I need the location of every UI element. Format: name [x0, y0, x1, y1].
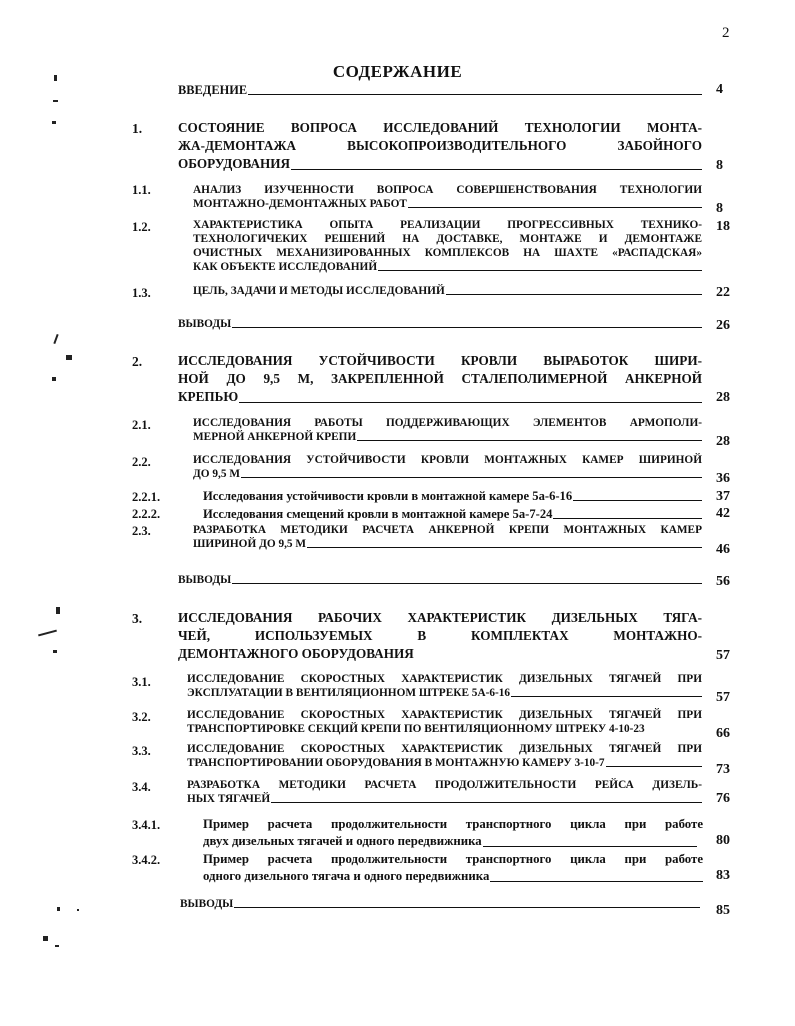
toc-page-3-3: 73: [716, 762, 730, 777]
toc-entry-label: Исследования устойчивости кровли в монтажной камере 5а-6-16: [203, 489, 573, 503]
toc-entry-last-line: [203, 833, 697, 850]
toc-entry-2-1[interactable]: [193, 416, 702, 444]
toc-entry-line: ЧЕЙ, ИСПОЛЬЗУЕМЫХ В КОМПЛЕКТАХ МОНТАЖНО-: [178, 628, 702, 643]
toc-entry-last-line: [187, 722, 702, 736]
toc-entry-line: ОБОРУДОВАНИЯ: [178, 156, 291, 171]
toc-entry-3-2[interactable]: [187, 708, 702, 736]
toc-entry-2-3[interactable]: [193, 523, 702, 551]
toc-number-3-4: 3.4.: [132, 780, 151, 794]
toc-entry-conclusions-1[interactable]: [178, 317, 702, 331]
toc-entry-2-2-2[interactable]: [203, 506, 702, 522]
toc-entry-line: двух дизельных тягачей и одного передвижника: [203, 834, 482, 848]
leader-line: [248, 94, 702, 95]
toc-page-3-1: 57: [716, 690, 730, 705]
toc-entry-line: НОЙ ДО 9,5 М, ЗАКРЕПЛЕННОЙ СТАЛЕПОЛИМЕРНОЙ АНКЕРНОЙ: [178, 371, 702, 386]
toc-page-intro: 4: [716, 82, 723, 97]
toc-number-2-1: 2.1.: [132, 418, 151, 432]
toc-number-3-4-1: 3.4.1.: [132, 818, 161, 832]
toc-entry-3-1[interactable]: [187, 672, 702, 700]
toc-entry-conclusions-2[interactable]: [178, 573, 702, 587]
leader-line: [234, 907, 700, 908]
toc-entry-line: ТРАНСПОРТИРОВАНИИ ОБОРУДОВАНИЯ В МОНТАЖНУЮ КАМЕРУ 3-10-7: [187, 757, 605, 769]
toc-entry-line: СОСТОЯНИЕ ВОПРОСА ИССЛЕДОВАНИЙ ТЕХНОЛОГИИ МОНТА-: [178, 120, 702, 135]
toc-entry-line: ИССЛЕДОВАНИЯ РАБОЧИХ ХАРАКТЕРИСТИК ДИЗЕЛЬНЫХ ТЯГА-: [178, 610, 702, 625]
scan-speck: [53, 334, 58, 344]
toc-number-1-1: 1.1.: [132, 183, 151, 197]
toc-number-2-2: 2.2.: [132, 455, 151, 469]
toc-entry-line: АНАЛИЗ ИЗУЧЕННОСТИ ВОПРОСА СОВЕРШЕНСТВОВАНИЯ ТЕХНОЛОГИИ: [193, 184, 702, 196]
toc-entry-line: ИССЛЕДОВАНИЯ УСТОЙЧИВОСТИ КРОВЛИ ВЫРАБОТОК ШИРИ-: [178, 353, 702, 368]
toc-entry-label: Исследования смещений кровли в монтажной камере 5а-7-24: [203, 507, 553, 521]
toc-number-1-2: 1.2.: [132, 220, 151, 234]
toc-entry-line: ТРАНСПОРТИРОВКЕ СЕКЦИЙ КРЕПИ ПО ВЕНТИЛЯЦИОННОМУ ШТРЕКУ 4-10-23: [187, 723, 645, 735]
toc-entry-line: ЖА-ДЕМОНТАЖА ВЫСОКОПРОИЗВОДИТЕЛЬНОГО ЗАБОЙНОГО: [178, 138, 702, 153]
scan-speck: [77, 909, 79, 911]
toc-page-conclusions-2: 56: [716, 574, 730, 589]
toc-entry-line: ТЕХНОЛОГИЧЕКИХ РЕШЕНИЙ НА ДОСТАВКЕ, МОНТАЖЕ И ДЕМОНТАЖЕ: [193, 233, 702, 245]
toc-entry-last-line: [178, 645, 702, 663]
toc-page-3-4: 76: [716, 791, 730, 806]
scan-speck: [43, 936, 48, 941]
toc-entry-line: ОЧИСТНЫХ МЕХАНИЗИРОВАННЫХ КОМПЛЕКСОВ НА ШАХТЕ «РАСПАДСКАЯ»: [193, 247, 702, 259]
toc-page-2-1: 28: [716, 434, 730, 449]
scan-speck: [52, 121, 56, 124]
toc-entry-3-3[interactable]: [187, 742, 702, 770]
toc-entry-3-4-2[interactable]: [203, 851, 703, 885]
toc-entry-last-line: [193, 537, 702, 551]
toc-entry-line: ИССЛЕДОВАНИЕ СКОРОСТНЫХ ХАРАКТЕРИСТИК ДИЗЕЛЬНЫХ ТЯГАЧЕЙ ПРИ: [187, 709, 702, 721]
scan-speck: [53, 650, 57, 653]
leader-line: [483, 846, 697, 847]
scan-speck: [53, 100, 58, 102]
leader-line: [232, 583, 702, 584]
toc-entry-last-line: [193, 430, 702, 444]
toc-entry-line: ДЕМОНТАЖНОГО ОБОРУДОВАНИЯ: [178, 646, 414, 661]
toc-page-2-3: 46: [716, 542, 730, 557]
toc-entry-1[interactable]: [178, 119, 702, 173]
toc-entry-line: ИССЛЕДОВАНИЕ СКОРОСТНЫХ ХАРАКТЕРИСТИК ДИЗЕЛЬНЫХ ТЯГАЧЕЙ ПРИ: [187, 673, 702, 685]
toc-entry-last-line: [178, 388, 702, 406]
toc-number-2: 2.: [132, 354, 143, 369]
leader-line: [241, 477, 702, 478]
toc-entry-3-4[interactable]: [187, 778, 702, 806]
scan-speck: [57, 907, 60, 911]
scan-speck: [66, 355, 72, 360]
toc-entry-line: Пример расчета продолжительности транспортного цикла при работе: [203, 852, 703, 866]
toc-page-2-2-2: 42: [716, 506, 730, 521]
toc-number-3-4-2: 3.4.2.: [132, 853, 161, 867]
toc-entry-3-4-1[interactable]: [203, 816, 703, 850]
toc-entry-line: РАЗРАБОТКА МЕТОДИКИ РАСЧЕТА ПРОДОЛЖИТЕЛЬНОСТИ РЕЙСА ДИЗЕЛЬ-: [187, 779, 702, 791]
leader-line: [511, 696, 702, 697]
toc-entry-1-2[interactable]: [193, 218, 702, 274]
leader-line: [573, 500, 702, 501]
toc-entry-last-line: [203, 868, 703, 885]
leader-line: [239, 402, 702, 403]
toc-number-3-1: 3.1.: [132, 675, 151, 689]
toc-entry-line: КРЕПЬЮ: [178, 389, 239, 404]
toc-entry-line: РАЗРАБОТКА МЕТОДИКИ РАСЧЕТА АНКЕРНОЙ КРЕПИ МОНТАЖНЫХ КАМЕР: [193, 524, 702, 536]
toc-page-3-4-1: 80: [716, 833, 730, 848]
leader-line: [232, 327, 702, 328]
scan-speck: [56, 607, 60, 614]
toc-entry-line: ШИРИНОЙ ДО 9,5 М: [193, 538, 307, 550]
toc-page-2: 28: [716, 390, 730, 405]
scan-speck: [54, 75, 57, 81]
toc-number-1: 1.: [132, 121, 143, 136]
leader-line: [446, 294, 702, 295]
toc-page-1-1: 8: [716, 201, 723, 216]
scan-speck: [52, 377, 56, 381]
leader-line: [378, 270, 702, 271]
toc-number-3-3: 3.3.: [132, 744, 151, 758]
toc-entry-2-2[interactable]: [193, 453, 702, 481]
leader-line: [271, 802, 702, 803]
toc-number-2-3: 2.3.: [132, 524, 151, 538]
leader-line: [357, 440, 702, 441]
leader-line: [307, 547, 702, 548]
toc-entry-last-line: [187, 756, 702, 770]
toc-entry-label: ВВЕДЕНИЕ: [178, 83, 248, 97]
toc-entry-line: Пример расчета продолжительности транспортного цикла при работе: [203, 817, 703, 831]
toc-page-3: 57: [716, 648, 730, 663]
toc-entry-1-1[interactable]: [193, 183, 702, 211]
toc-entry-label: ЦЕЛЬ, ЗАДАЧИ И МЕТОДЫ ИССЛЕДОВАНИЙ: [193, 285, 445, 297]
toc-page-conclusions-1: 26: [716, 318, 730, 333]
toc-entry-line: ИССЛЕДОВАНИЕ СКОРОСТНЫХ ХАРАКТЕРИСТИК ДИЗЕЛЬНЫХ ТЯГАЧЕЙ ПРИ: [187, 743, 702, 755]
toc-entry-line: ИССЛЕДОВАНИЯ РАБОТЫ ПОДДЕРЖИВАЮЩИХ ЭЛЕМЕНТОВ АРМОПОЛИ-: [193, 417, 702, 429]
toc-number-1-3: 1.3.: [132, 286, 151, 300]
scan-speck: [55, 945, 59, 947]
toc-page-3-4-2: 83: [716, 868, 730, 883]
toc-entry-label: ВЫВОДЫ: [180, 898, 234, 910]
toc-entry-2-2-1[interactable]: [203, 488, 702, 504]
toc-entry-line: МОНТАЖНО-ДЕМОНТАЖНЫХ РАБОТ: [193, 198, 407, 210]
toc-entry-last-line: [193, 467, 702, 481]
toc-page-1: 8: [716, 158, 723, 173]
toc-entry-last-line: [187, 792, 702, 806]
toc-entry-line: НЫХ ТЯГАЧЕЙ: [187, 793, 271, 805]
toc-entry-1-3[interactable]: [193, 284, 702, 298]
toc-entry-line: ДО 9,5 М: [193, 468, 240, 480]
toc-entry-line: одного дизельного тягача и одного передвижника: [203, 869, 490, 883]
toc-entry-3[interactable]: [178, 609, 702, 663]
leader-line: [606, 766, 702, 767]
toc-page-1-3: 22: [716, 285, 730, 300]
leader-line: [553, 518, 702, 519]
toc-number-3: 3.: [132, 611, 143, 626]
toc-entry-label: ВЫВОДЫ: [178, 574, 232, 586]
toc-page-3-2: 66: [716, 726, 730, 741]
page-title: СОДЕРЖАНИЕ: [332, 62, 463, 81]
toc-number-2-2-2: 2.2.2.: [132, 507, 161, 521]
toc-page-conclusions-3: 85: [716, 903, 730, 918]
toc-entry-conclusions-3[interactable]: [180, 897, 700, 911]
toc-entry-last-line: [178, 155, 702, 173]
leader-line: [408, 207, 702, 208]
toc-entry-last-line: [193, 197, 702, 211]
toc-number-3-2: 3.2.: [132, 710, 151, 724]
scan-speck: [38, 630, 57, 637]
toc-entry-last-line: [187, 686, 702, 700]
toc-entry-line: ИССЛЕДОВАНИЯ УСТОЙЧИВОСТИ КРОВЛИ МОНТАЖНЫХ КАМЕР ШИРИНОЙ: [193, 454, 702, 466]
toc-entry-line: МЕРНОЙ АНКЕРНОЙ КРЕПИ: [193, 431, 357, 443]
leader-line: [490, 881, 703, 882]
leader-line: [291, 169, 702, 170]
toc-entry-line: ЭКСПЛУАТАЦИИ В ВЕНТИЛЯЦИОННОМ ШТРЕКЕ 5А-6-16: [187, 687, 511, 699]
toc-page-1-2: 18: [716, 219, 730, 234]
toc-entry-line: КАК ОБЪЕКТЕ ИССЛЕДОВАНИЙ: [193, 261, 378, 273]
toc-page-2-2: 36: [716, 471, 730, 486]
toc-entry-last-line: [193, 260, 702, 274]
toc-entry-label: ВЫВОДЫ: [178, 318, 232, 330]
toc-entry-line: ХАРАКТЕРИСТИКА ОПЫТА РЕАЛИЗАЦИИ ПРОГРЕССИВНЫХ ТЕХНИКО-: [193, 219, 702, 231]
page-number: 2: [722, 25, 730, 41]
toc-entry-2[interactable]: [178, 352, 702, 406]
toc-page-2-2-1: 37: [716, 489, 730, 504]
toc-number-2-2-1: 2.2.1.: [132, 490, 161, 504]
toc-entry-intro[interactable]: [178, 82, 702, 98]
